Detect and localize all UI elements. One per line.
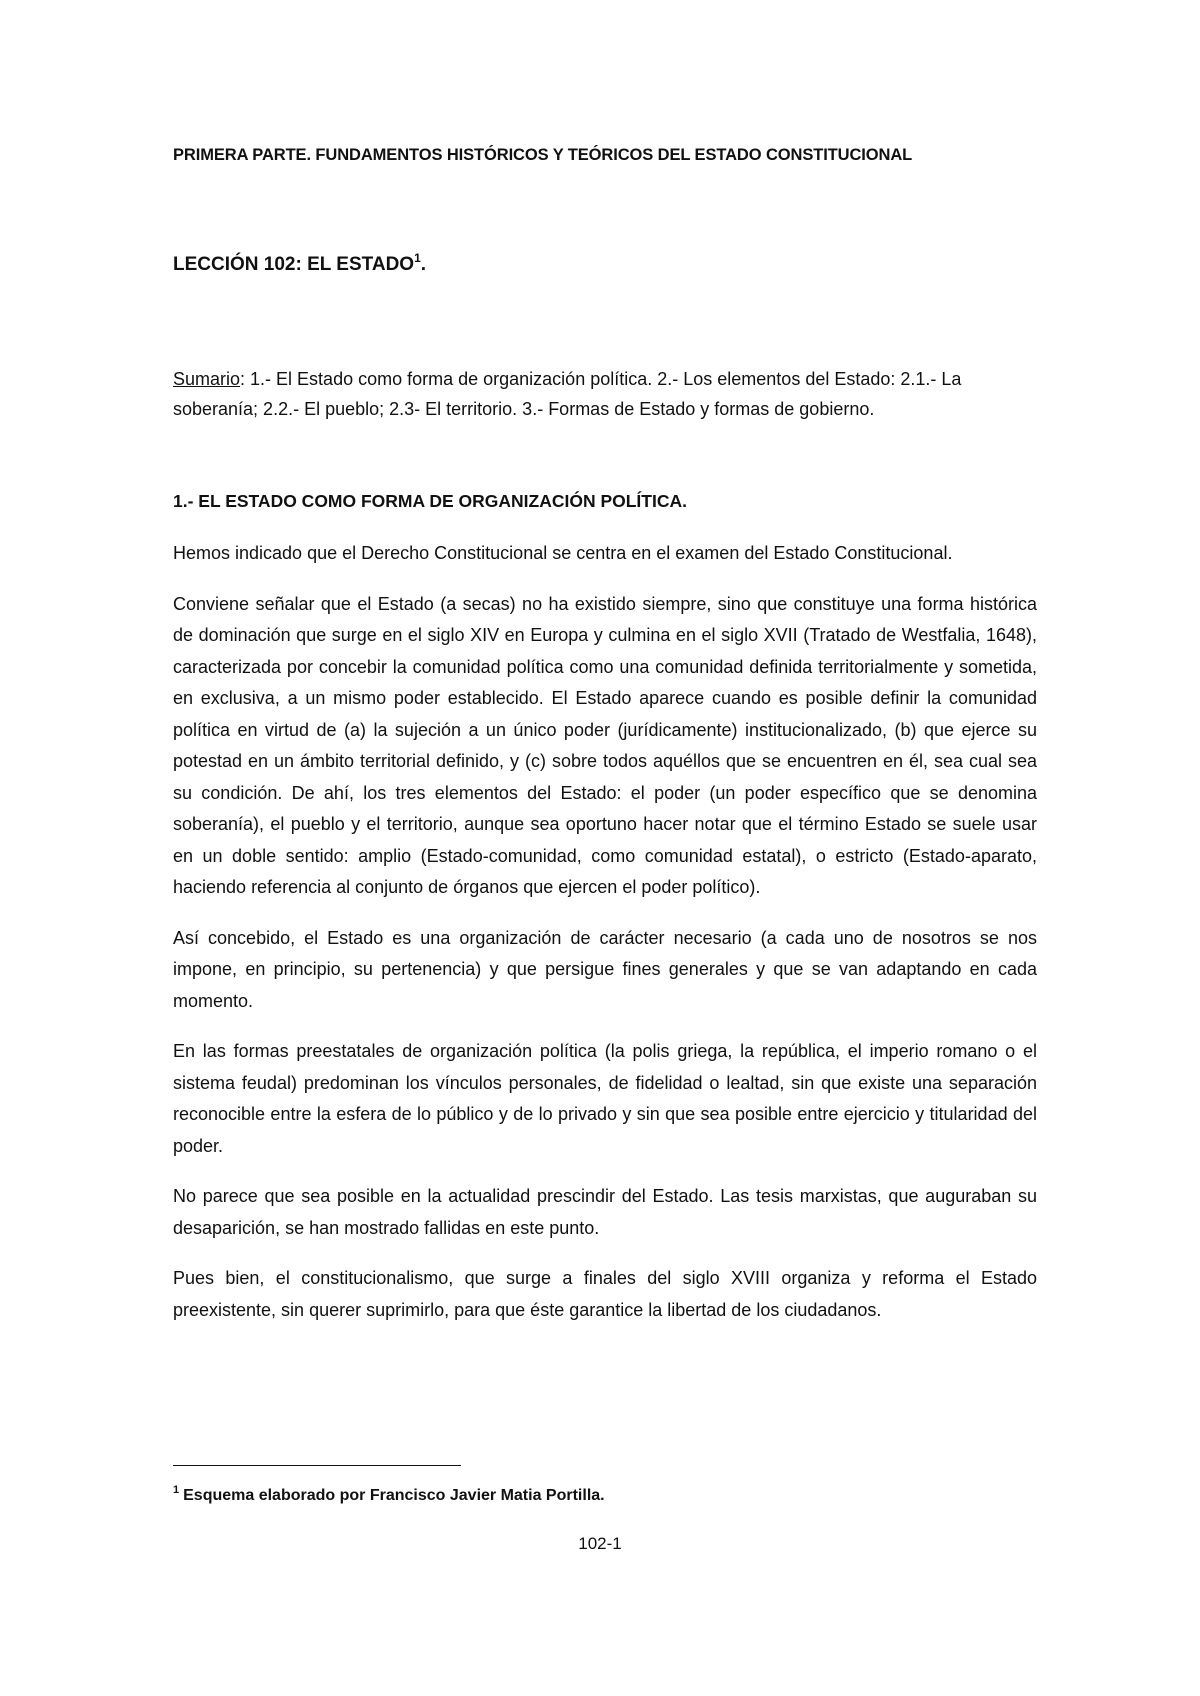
section-heading: 1.- EL ESTADO COMO FORMA DE ORGANIZACIÓN POLÍTICA. <box>173 491 687 511</box>
paragraph: En las formas preestatales de organización política (la polis griega, la república, el imperio romano o el sistema feudal) predominan los vínculos personales, de fidelidad o lealtad, sin que existe una separación reconocible entre la esfera de lo público y de lo privado y sin que sea posible entre ejercicio y titularidad del poder. <box>173 1041 1037 1156</box>
footnote-divider <box>173 1465 461 1466</box>
lesson-title <box>173 251 426 276</box>
paragraph: Pues bien, el constitucionalismo, que surge a finales del siglo XVIII organiza y reforma el Estado preexistente, sin querer suprimirlo, para que éste garantice la libertad de los ciudadanos. <box>173 1268 1037 1320</box>
paragraph: Así concebido, el Estado es una organización de carácter necesario (a cada uno de nosotros se nos impone, en principio, su pertenencia) y que persigue fines generales y que se van adaptando en cada momento. <box>173 927 1037 1011</box>
lesson-title-period: . <box>420 254 427 275</box>
footnote-mark: 1 <box>173 1484 180 1496</box>
summary <box>173 364 1029 424</box>
paragraph: Hemos indicado que el Derecho Constitucional se centra en el examen del Estado Constitucional. <box>173 543 953 563</box>
summary-label: Sumario <box>173 369 241 389</box>
paragraph: Conviene señalar que el Estado (a secas) no ha existido siempre, sino que constituye una forma histórica de dominación que surge en el siglo XIV en Europa y culmina en el siglo XVII (Tratado de Westfalia, 1648), caracterizada por concebir la comunidad política como una comunidad definida territorialmente y sometida, en exclusiva, a un mismo poder establecido. El Estado aparece cuando es posible definir la comunidad política en virtud de (a) la sujeción a un único poder (jurídicamente) institucionalizado, (b) que ejerce su potestad en un ámbito territorial definido, y (c) sobre todos aquéllos que se encuentren en él, sea cual sea su condición. De ahí, los tres elementos del Estado: el poder (un poder específico que se denomina soberanía), el pueblo y el territorio, aunque sea oportuno hacer notar que el término Estado se suele usar en un doble sentido: amplio (Estado-comunidad, como comunidad estatal), o estricto (Estado-aparato, haciendo referencia al conjunto de órganos que ejercen el poder político). <box>173 593 1037 897</box>
summary-text: : 1.- El Estado como forma de organización política. 2.- Los elementos del Estado: 2.1.- La soberanía; 2.2.- El pueblo; 2.3- El territorio. 3.- Formas de Estado y formas de gobierno. <box>173 369 962 419</box>
footnote-text: Esquema elaborado por Francisco Javier Matia Portilla. <box>183 1487 605 1504</box>
body-text <box>173 538 1037 1345</box>
paragraph: No parece que sea posible en la actualidad prescindir del Estado. Las tesis marxistas, que auguraban su desaparición, se han mostrado fallidas en este punto. <box>173 1186 1037 1238</box>
page-number: 102-1 <box>578 1534 622 1553</box>
footnote <box>173 1484 605 1505</box>
lesson-title-text: LECCIÓN 102: EL ESTADO <box>173 254 415 275</box>
part-title: PRIMERA PARTE. FUNDAMENTOS HISTÓRICOS Y TEÓRICOS DEL ESTADO CONSTITUCIONAL <box>173 146 913 164</box>
footnote-reference[interactable]: 1 <box>414 251 421 265</box>
